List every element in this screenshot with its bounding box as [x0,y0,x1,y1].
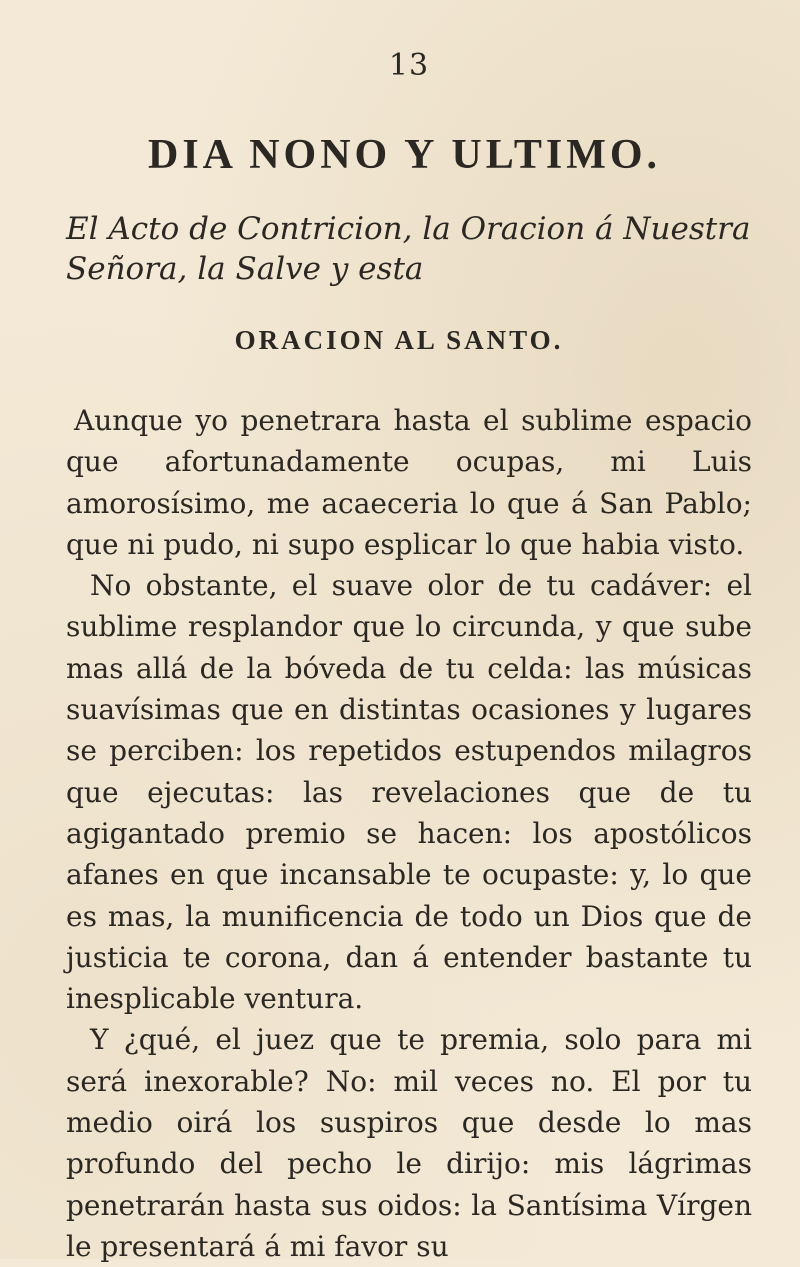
paragraph-1: Aunque yo penetrara hasta el sublime espacio que afortunadamente ocupas, mi Luis amorosísimo, me acaeceria lo que á San Pablo; que ni pudo, ni supo esplicar lo que habia visto. [66,404,752,561]
page-number: 13 [388,48,430,83]
chapter-heading: DIA NONO Y ULTIMO. [148,132,662,178]
paragraph-3: Y ¿qué, el juez que te premia, solo para mi será inexorable? No: mil veces no. El por tu medio oirá los suspiros que desde lo mas profundo del pecho le dirijo: mis lágrimas penetrarán hasta sus oidos: la Santísima Vírgen le presentará á mi favor su [66,1023,752,1263]
paragraph-2: No obstante, el suave olor de tu cadáver: el sublime resplandor que lo circunda, y que sube mas allá de la bóveda de tu celda: las músicas suavísimas que en distintas ocasiones y lugares se perciben: los repetidos estupendos milagros que ejecutas: las revelaciones que de tu agigantado premio se hacen: los apostólicos afanes en que incansable te ocupaste: y, lo que es mas, la munificencia de todo un Dios que de justicia te corona, dan á entender bastante tu inesplicable ventura. [66,569,752,1016]
prayer-title: ORACION AL SANTO. [234,325,564,355]
prayer-body [66,400,752,1267]
chapter-subtitle: El Acto de Contricion, la Oracion á Nuestra Señora, la Salve y esta [66,211,751,287]
